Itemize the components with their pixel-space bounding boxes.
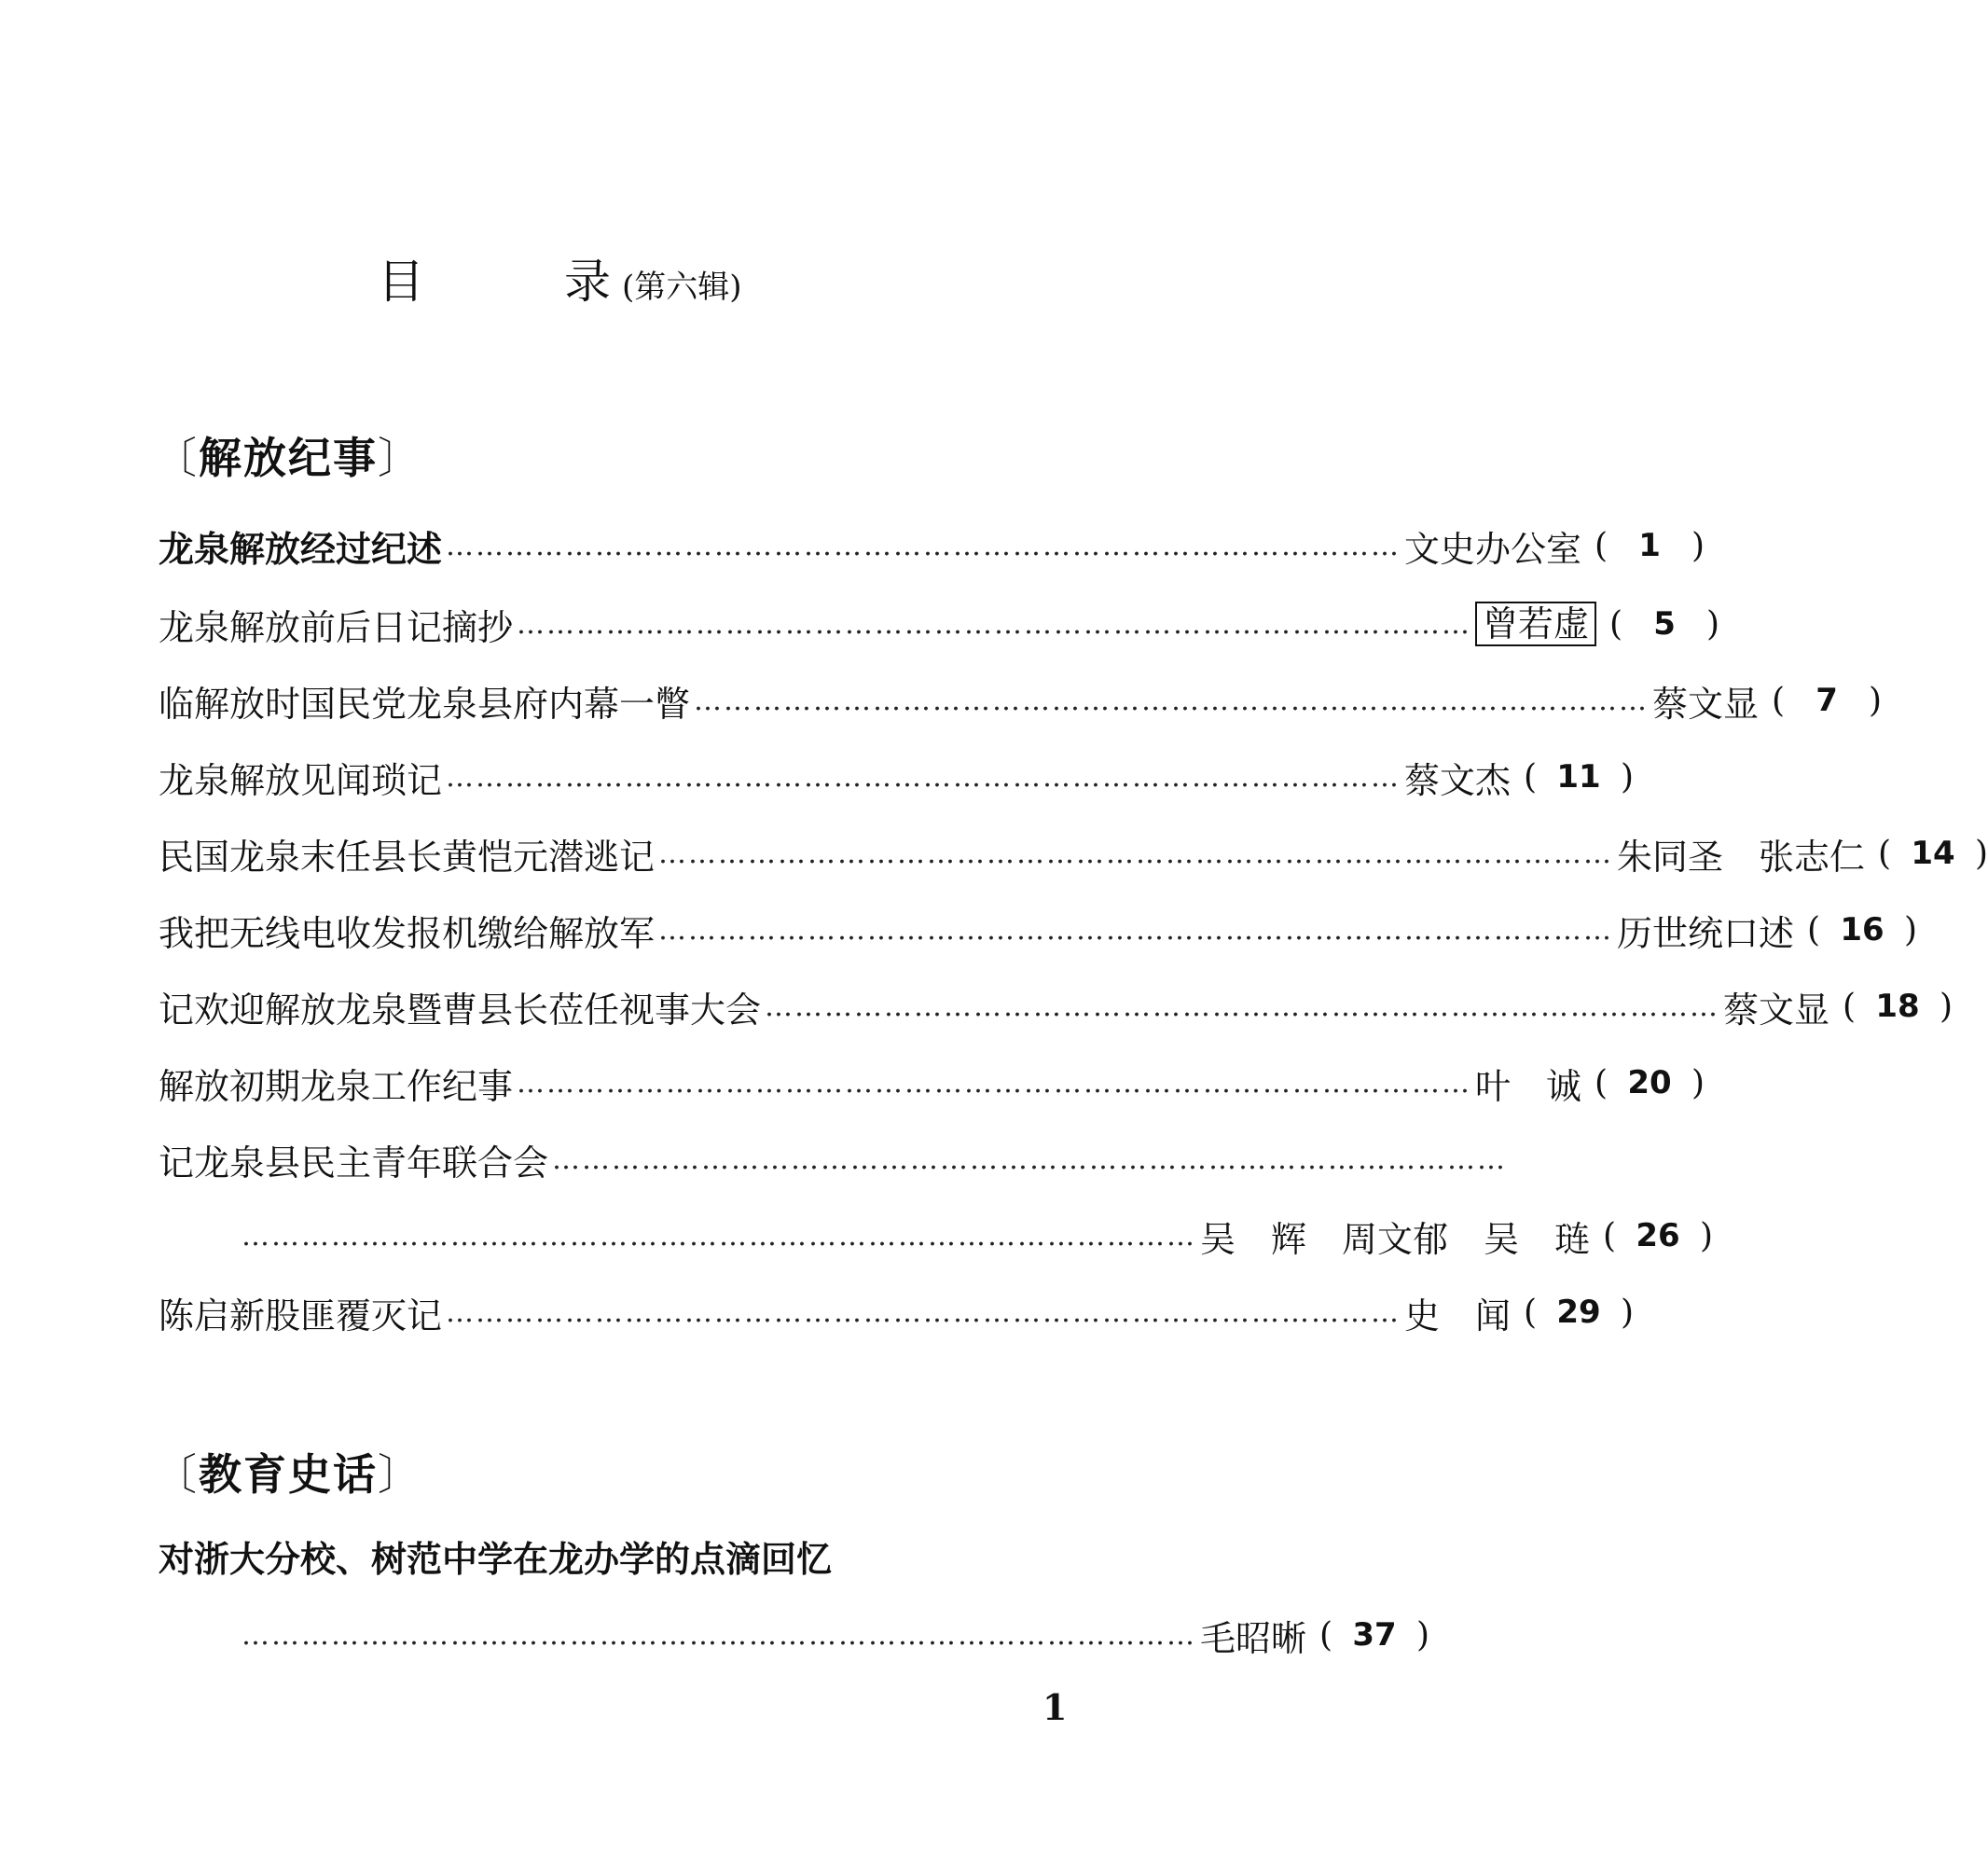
entry-author: 蔡文杰 (1404, 759, 1512, 801)
toc-entry-continuation[interactable] (238, 1212, 1713, 1260)
entry-title: 龙泉解放见闻琐记 (159, 759, 443, 801)
entry-author: 蔡文显 (1652, 683, 1760, 725)
entry-title: 陈启新股匪覆灭记 (159, 1294, 443, 1336)
entry-author: 文史办公室 (1404, 528, 1582, 570)
dot-leader: …………………………………………………………………………………… (517, 1066, 1472, 1100)
entry-page: ( 29 ) (1524, 1293, 1635, 1332)
entry-title: 记欢迎解放龙泉暨曹县长莅任视事大会 (159, 989, 762, 1031)
dot-leader: …………………………………………………………………………………… (446, 529, 1401, 562)
toc-entry[interactable] (159, 1059, 1705, 1107)
entry-page: ( 37 ) (1319, 1615, 1429, 1654)
dot-leader: …………………………………………………………………………………… (242, 1618, 1196, 1652)
dot-leader: …………………………………………………………………………………… (658, 837, 1614, 870)
toc-entry-title-line[interactable] (159, 1136, 1508, 1184)
entry-page: ( 5 ) (1609, 604, 1720, 644)
toc-entry[interactable] (159, 601, 1720, 648)
entry-title: 龙泉解放经过纪述 (159, 528, 443, 570)
toc-entry[interactable] (159, 677, 1883, 725)
entry-title: 记龙泉县民主青年联合会 (159, 1142, 549, 1184)
entry-page: ( 1 ) (1595, 526, 1705, 565)
entry-title: 民国龙泉末任县长黄恺元潜逃记 (159, 836, 656, 878)
section-heading-liberation: 〔解放纪事〕 (154, 433, 422, 483)
toc-entry-title-line[interactable] (159, 1532, 832, 1579)
entry-page: ( 11 ) (1524, 757, 1635, 796)
entry-page: ( 14 ) (1878, 834, 1988, 873)
entry-author: 叶 诚 (1475, 1065, 1582, 1107)
page-number: 1 (1042, 1686, 1068, 1728)
entry-page: ( 16 ) (1807, 910, 1918, 949)
entry-title: 临解放时国民党龙泉县府内幕一瞥 (159, 683, 691, 725)
dot-leader: …………………………………………………………………………………… (446, 760, 1401, 794)
toc-entry[interactable] (159, 983, 1953, 1031)
entry-author: 蔡文显 (1723, 989, 1830, 1031)
toc-entry[interactable] (159, 830, 1988, 878)
dot-leader: …………………………………………………………………………………… (446, 1295, 1401, 1329)
entry-author: 吴 辉 周文郁 吴 琏 (1200, 1218, 1591, 1260)
toc-entry-continuation[interactable] (238, 1612, 1429, 1659)
entry-page: ( 18 ) (1843, 987, 1953, 1026)
dot-leader: …………………………………………………………………………………… (765, 990, 1720, 1023)
toc-entry[interactable] (159, 1289, 1635, 1336)
entry-author: 朱同圣 张志仁 (1617, 836, 1866, 878)
page-title (378, 244, 742, 312)
entry-author-boxed: 曾若虚 (1475, 602, 1596, 646)
dot-leader: …………………………………………………………………………………… (552, 1142, 1508, 1176)
title-char-lu: 录 (564, 255, 611, 309)
toc-entry[interactable] (159, 754, 1635, 801)
title-char-mu: 目 (378, 255, 424, 309)
entry-page: ( 7 ) (1772, 681, 1883, 720)
dot-leader: …………………………………………………………………………………… (658, 913, 1614, 947)
entry-author: 史 闻 (1404, 1294, 1512, 1336)
entry-author: 毛昭晰 (1200, 1617, 1307, 1659)
dot-leader: …………………………………………………………………………………… (242, 1219, 1196, 1253)
entry-title: 龙泉解放前后日记摘抄 (159, 606, 514, 648)
entry-author: 历世统口述 (1617, 912, 1795, 954)
entry-page: ( 20 ) (1595, 1063, 1705, 1102)
toc-entry[interactable] (159, 522, 1705, 570)
entry-title: 解放初期龙泉工作纪事 (159, 1065, 514, 1107)
entry-title: 我把无线电收发报机缴给解放军 (159, 912, 656, 954)
toc-entry[interactable] (159, 907, 1918, 954)
entry-page: ( 26 ) (1603, 1216, 1713, 1255)
title-volume: (第六辑) (622, 269, 742, 306)
dot-leader: …………………………………………………………………………………… (517, 607, 1472, 641)
dot-leader: …………………………………………………………………………………… (694, 684, 1650, 717)
section-heading-education: 〔教育史话〕 (154, 1449, 422, 1500)
entry-title: 对浙大分校、树范中学在龙办学的点滴回忆 (159, 1538, 833, 1580)
